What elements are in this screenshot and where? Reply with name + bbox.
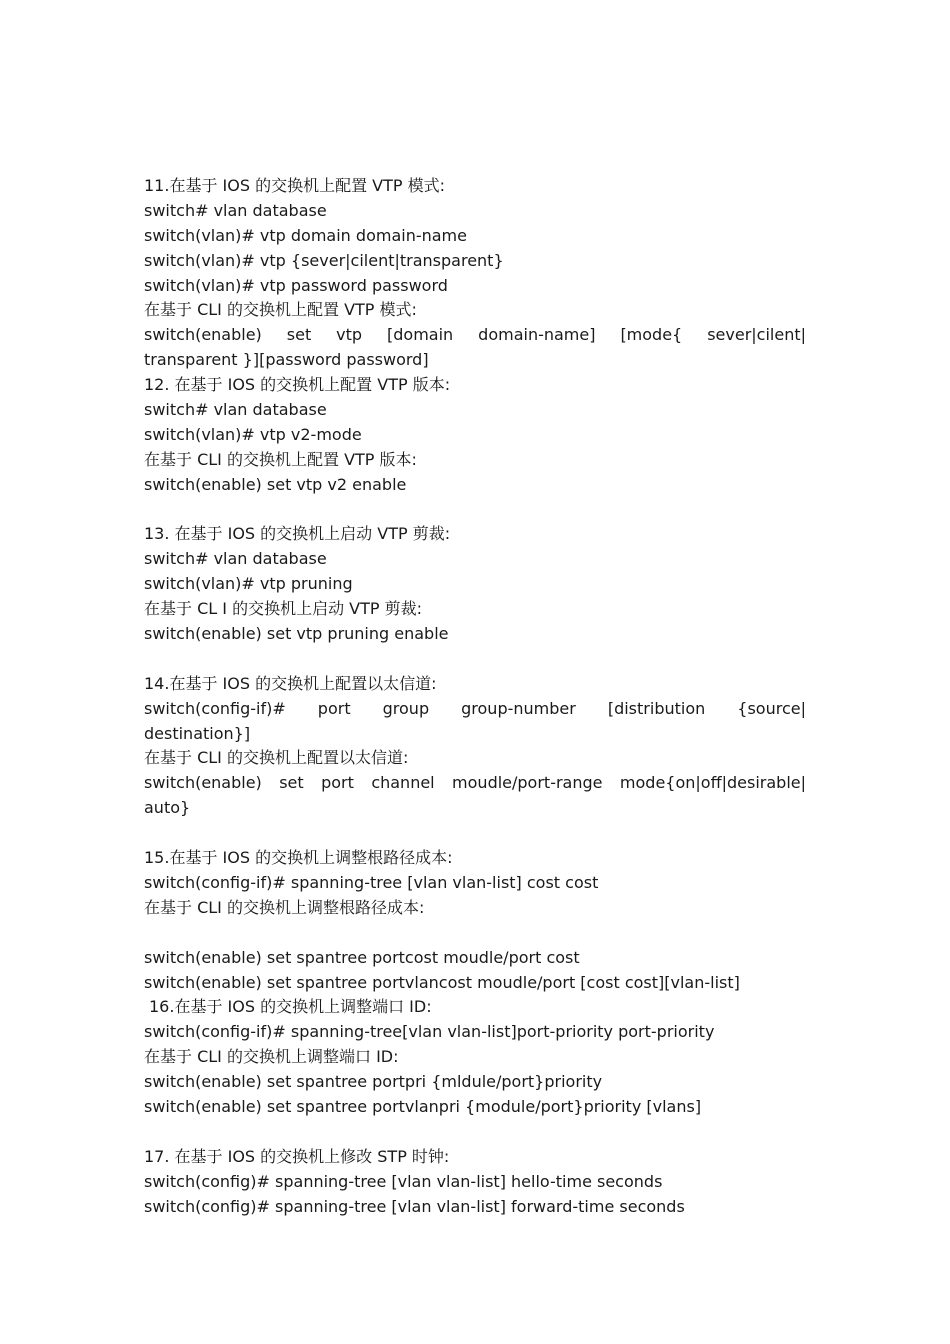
heading-17: 17. 在基于 IOS 的交换机上修改 STP 时钟: (144, 1146, 450, 1166)
blank-line (144, 1120, 806, 1145)
command-line: switch(enable) set vtp v2 enable (144, 474, 407, 494)
command-line: switch(config)# spanning-tree [vlan vlan-list] forward-time seconds (144, 1196, 685, 1216)
subheading-cli: 在基于 CLI 的交换机上配置 VTP 版本: (144, 449, 417, 469)
command-line: switch(vlan)# vtp domain domain-name (144, 225, 467, 245)
command-line: switch(enable) set spantree portvlancost moudle/port [cost cost][vlan-list] (144, 972, 740, 992)
heading-11: 11.在基于 IOS 的交换机上配置 VTP 模式: (144, 176, 446, 195)
subheading-cli: 在基于 CLI 的交换机上配置以太信道: (144, 748, 409, 768)
blank-line (144, 647, 806, 672)
command-line: switch(vlan)# vtp pruning (144, 574, 353, 594)
command-line: switch(enable) set spantree portpri {mldule/port}priority (144, 1072, 603, 1092)
heading-16: 16.在基于 IOS 的交换机上调整端口 ID: (149, 997, 432, 1017)
subheading-cli: 在基于 CLI 的交换机上配置 VTP 模式: (144, 300, 417, 320)
command-line: transparent }][password password] (144, 350, 429, 370)
command-line: switch(config-if)# spanning-tree[vlan vlan-list]port-priority port-priority (144, 1022, 715, 1042)
command-line: switch# vlan database (144, 200, 327, 220)
command-line: switch(config-if)# port group group-number [distribution {source| (144, 698, 806, 718)
blank-line (144, 821, 806, 846)
command-line: auto} (144, 798, 191, 818)
command-line: switch(enable) set spantree portvlanpri {module/port}priority [vlans] (144, 1096, 702, 1116)
heading-12: 12. 在基于 IOS 的交换机上配置 VTP 版本: (144, 375, 451, 395)
command-line: switch(vlan)# vtp v2-mode (144, 424, 362, 444)
heading-15: 15.在基于 IOS 的交换机上调整根路径成本: (144, 848, 453, 868)
blank-line (144, 498, 806, 523)
document-page (144, 174, 806, 1219)
subheading-cli: 在基于 CL I 的交换机上启动 VTP 剪裁: (144, 599, 422, 619)
subheading-cli: 在基于 CLI 的交换机上调整端口 ID: (144, 1047, 399, 1067)
command-line: switch(vlan)# vtp password password (144, 275, 448, 295)
command-line: switch(vlan)# vtp {sever|cilent|transparent} (144, 250, 504, 270)
heading-13: 13. 在基于 IOS 的交换机上启动 VTP 剪裁: (144, 524, 451, 544)
command-line: switch# vlan database (144, 549, 327, 569)
command-line: switch(config)# spanning-tree [vlan vlan-list] hello-time seconds (144, 1171, 663, 1191)
command-line: switch# vlan database (144, 400, 327, 420)
subheading-cli: 在基于 CLI 的交换机上调整根路径成本: (144, 897, 425, 917)
command-line: switch(enable) set vtp [domain domain-name] [mode{ sever|cilent| (144, 325, 806, 345)
heading-14: 14.在基于 IOS 的交换机上配置以太信道: (144, 673, 437, 693)
command-line: switch(enable) set spantree portcost moudle/port cost (144, 947, 580, 967)
blank-line (144, 921, 806, 946)
command-line: destination}] (144, 723, 251, 743)
command-line: switch(enable) set vtp pruning enable (144, 624, 449, 644)
command-line: switch(config-if)# spanning-tree [vlan vlan-list] cost cost (144, 872, 599, 892)
command-line: switch(enable) set port channel moudle/port-range mode{on|off|desirable| (144, 773, 806, 793)
